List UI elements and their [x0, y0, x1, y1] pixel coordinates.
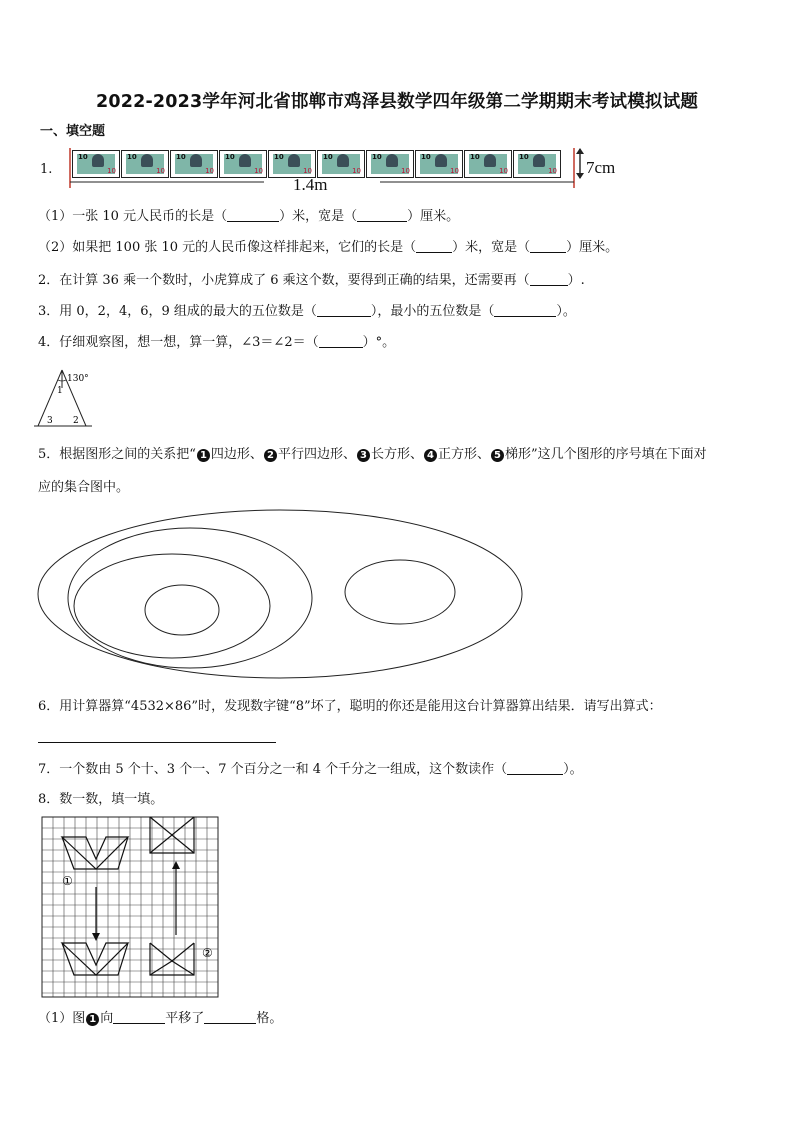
- banknote: 10 10: [513, 150, 561, 178]
- banknote: 10 10: [366, 150, 414, 178]
- q4: 4．仔细观察图，想一想，算一算，∠3＝∠2＝（ ）°。: [38, 335, 396, 350]
- angle-2-label: 2: [73, 416, 79, 426]
- q5-line2: 应的集合图中。: [38, 480, 130, 495]
- width-dimension-label: 7cm: [586, 158, 616, 177]
- q1-sub1: （1）一张 10 元人民币的长是（ ）米，宽是（ ）厘米。: [38, 209, 460, 224]
- figure-2-translated: [150, 817, 194, 853]
- set-ellipse-5[interactable]: [345, 560, 455, 624]
- answer-blank[interactable]: [416, 240, 452, 253]
- length-dimension-label: 1.4m: [293, 175, 328, 194]
- q5-line1: 5．根据图形之间的关系把“ 1 四边形、 2 平行四边形、 3 长方形、 4 正方形、 5 梯形”这几个图形的序号填在下面对: [38, 447, 707, 462]
- q3: 3．用 0，2，4，6，9 组成的最大的五位数是（ ），最小的五位数是（ ）。: [38, 304, 576, 319]
- answer-blank[interactable]: [113, 1011, 165, 1024]
- circled-number: 5: [491, 449, 504, 462]
- answer-blank[interactable]: [530, 240, 566, 253]
- q8-sub1: （1）图 1 向 平移了 格。: [38, 1011, 283, 1026]
- answer-blank[interactable]: [530, 273, 568, 286]
- figure-2-label: ②: [202, 946, 213, 960]
- figure-1-translated: [62, 943, 128, 975]
- set-ellipse-3[interactable]: [74, 554, 270, 658]
- angle-3-label: 3: [47, 416, 53, 426]
- set-diagram: [36, 508, 528, 684]
- outer-set-ellipse[interactable]: [38, 510, 522, 678]
- circled-number: 1: [86, 1013, 99, 1026]
- triangle-figure: [34, 368, 104, 430]
- banknote: 10 10: [317, 150, 365, 178]
- banknote: 10 10: [170, 150, 218, 178]
- page-title: 2022-2023学年河北省邯郸市鸡泽县数学四年级第二学期期末考试模拟试题: [95, 92, 699, 112]
- answer-blank[interactable]: [507, 762, 563, 775]
- answer-blank[interactable]: [317, 304, 371, 317]
- set-ellipse-2[interactable]: [68, 528, 312, 668]
- q2: 2．在计算 36 乘一个数时，小虎算成了 6 乘这个数，要得到正确的结果，还需要再（ ）.: [38, 273, 585, 288]
- set-ellipse-4[interactable]: [145, 585, 219, 635]
- q8: 8．数一数，填一填。: [38, 792, 164, 807]
- dimension-lines: [68, 148, 628, 190]
- q7: 7．一个数由 5 个十、3 个一、7 个百分之一和 4 个千分之一组成，这个数读作（ ）。: [38, 762, 583, 777]
- banknote-row: [68, 148, 616, 194]
- circled-number: 2: [264, 449, 277, 462]
- banknote: 10 10: [121, 150, 169, 178]
- figure-2: [150, 943, 194, 975]
- banknote: 10 10: [268, 150, 316, 178]
- answer-blank[interactable]: [494, 304, 556, 317]
- figure-1-label: ①: [62, 874, 73, 888]
- q6: 6．用计算器算“4532×86”时，发现数字键“8”坏了，聪明的你还是能用这台计算器算出结果．请写出算式：: [38, 699, 662, 714]
- answer-blank[interactable]: [204, 1011, 256, 1024]
- answer-blank[interactable]: [357, 209, 407, 222]
- circled-number: 3: [357, 449, 370, 462]
- q1-sub2: （2）如果把 100 张 10 元的人民币像这样排起来，它们的长是（ ）米，宽是（ ）厘米。: [38, 240, 619, 255]
- banknote: 10 10: [464, 150, 512, 178]
- banknote: 10 10: [72, 150, 120, 178]
- circled-number: 4: [424, 449, 437, 462]
- angle-130-label: 130°: [67, 374, 89, 384]
- banknote: 10 10: [415, 150, 463, 178]
- answer-blank[interactable]: [227, 209, 279, 222]
- answer-blank[interactable]: [319, 335, 363, 348]
- angle-1-label: 1: [57, 386, 63, 396]
- q6-answer-line[interactable]: [38, 742, 276, 743]
- circled-number: 1: [197, 449, 210, 462]
- q1-number: 1.: [40, 162, 53, 177]
- banknote: 10 10: [219, 150, 267, 178]
- grid-figure: [40, 815, 220, 999]
- section-heading: 一、填空题: [40, 124, 106, 139]
- figure-1: [62, 837, 128, 869]
